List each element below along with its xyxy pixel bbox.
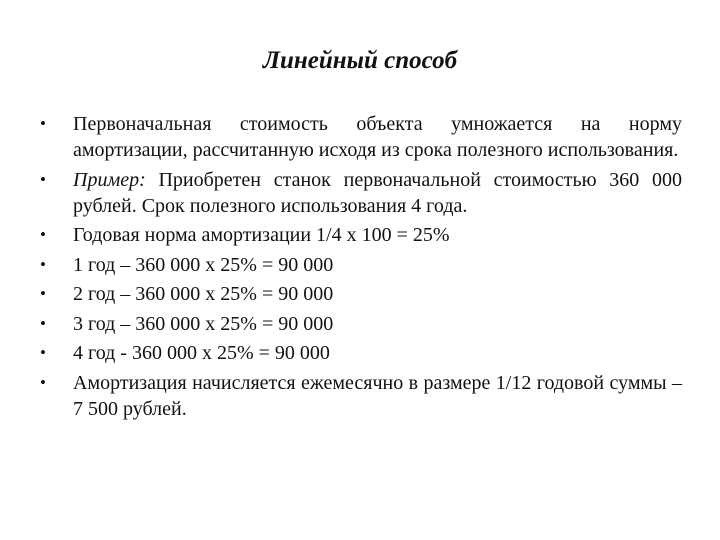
bullet-item-6 [40,311,682,337]
example-lead: Пример: [73,168,146,191]
bullet-text: 3 год – 360 000 х 25% = 90 000 [73,312,334,335]
bullet-item-7 [40,340,682,366]
bullet-dot-icon: • [40,372,46,392]
bullet-dot-icon: • [40,343,46,362]
bullet-dot-icon: • [40,284,46,303]
bullet-item-5 [40,281,682,307]
bullet-item-4 [40,252,682,278]
bullet-dot-icon: • [40,313,46,333]
bullet-dot-icon: • [40,169,46,189]
bullet-item-1 [40,111,682,163]
bullet-item-2 [40,167,682,219]
bullet-item-8 [40,370,682,422]
bullet-dot-icon: • [40,254,46,274]
bullet-text [73,167,682,219]
bullet-dot-icon: • [40,225,46,244]
bullet-text: Амортизация начисляется ежемесячно в размере 1/12 годовой суммы – 7 500 рублей. [73,371,682,420]
bullet-text: 1 год – 360 000 х 25% = 90 000 [73,253,334,276]
bullet-dot-icon: • [40,114,46,133]
example-text: Приобретен станок первоначальной стоимостью 360 000 рублей. Срок полезного использования 4 года. [73,168,682,217]
bullet-list [40,111,682,425]
bullet-text: Годовая норма амортизации 1/4 х 100 = 25% [73,224,450,246]
bullet-text: 4 год - 360 000 х 25% = 90 000 [73,342,330,364]
slide-title: Линейный способ [262,47,458,74]
bullet-item-3 [40,222,682,248]
bullet-text: Первоначальная стоимость объекта умножается на норму амортизации, рассчитанную исходя из срока полезного использования. [73,113,682,161]
bullet-text: 2 год – 360 000 х 25% = 90 000 [73,283,334,305]
